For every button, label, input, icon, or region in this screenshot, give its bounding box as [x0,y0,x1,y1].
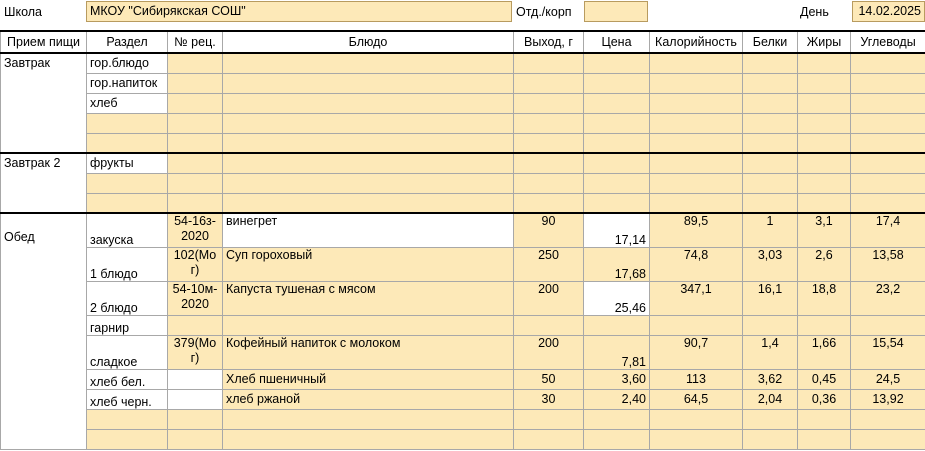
calories-cell[interactable] [650,113,743,133]
output-cell[interactable] [514,193,584,213]
protein-cell[interactable] [743,193,798,213]
section-cell[interactable] [87,429,168,449]
fat-cell[interactable] [798,173,851,193]
protein-cell[interactable] [743,113,798,133]
section-cell[interactable]: гор.напиток [87,73,168,93]
fat-cell[interactable] [798,93,851,113]
price-cell[interactable] [584,53,650,73]
section-cell[interactable] [87,133,168,153]
meal-breakfast: Завтрак [1,53,87,153]
dish-cell[interactable] [223,113,514,133]
dish-cell[interactable]: хлеб ржаной [223,389,514,409]
dish-cell[interactable] [223,315,514,335]
col-header-price: Цена [584,31,650,53]
recipe-cell[interactable] [168,93,223,113]
protein-cell[interactable] [743,173,798,193]
section-cell[interactable]: 2 блюдо [87,281,168,315]
carbs-cell[interactable]: 13,58 [851,247,925,281]
section-cell[interactable]: фрукты [87,153,168,173]
output-cell[interactable] [514,429,584,449]
protein-cell[interactable]: 1 [743,213,798,247]
output-cell[interactable]: 200 [514,335,584,369]
fat-cell[interactable] [798,315,851,335]
table-row [1,409,925,429]
col-header-dish: Блюдо [223,31,514,53]
output-cell[interactable]: 250 [514,247,584,281]
dish-cell[interactable]: Суп гороховый [223,247,514,281]
fat-cell[interactable]: 1,66 [798,335,851,369]
output-cell[interactable] [514,153,584,173]
output-cell[interactable] [514,93,584,113]
school-label: Школа [4,5,42,19]
recipe-cell[interactable] [168,113,223,133]
protein-cell[interactable] [743,133,798,153]
dish-cell[interactable] [223,429,514,449]
recipe-cell[interactable] [168,429,223,449]
fat-cell[interactable] [798,113,851,133]
section-cell[interactable]: хлеб черн. [87,389,168,409]
price-cell[interactable]: 3,60 [584,369,650,389]
protein-cell[interactable] [743,315,798,335]
carbs-cell[interactable] [851,409,925,429]
dish-cell[interactable]: Капуста тушеная с мясом [223,281,514,315]
recipe-cell[interactable] [168,389,223,409]
day-field[interactable]: 14.02.2025 [852,1,925,22]
table-row [1,429,925,449]
carbs-cell[interactable] [851,173,925,193]
output-cell[interactable] [514,53,584,73]
fat-cell[interactable] [798,73,851,93]
dish-cell[interactable] [223,409,514,429]
table-row [1,281,925,315]
calories-cell[interactable] [650,193,743,213]
protein-cell[interactable] [743,93,798,113]
recipe-cell[interactable] [168,133,223,153]
col-header-section: Раздел [87,31,168,53]
calories-cell[interactable] [650,173,743,193]
carbs-cell[interactable] [851,193,925,213]
dish-cell[interactable] [223,133,514,153]
table-row [1,335,925,369]
price-cell[interactable] [584,315,650,335]
table-row [1,93,925,113]
carbs-cell[interactable]: 17,4 [851,213,925,247]
protein-cell[interactable] [743,153,798,173]
section-cell[interactable] [87,193,168,213]
section-cell[interactable] [87,173,168,193]
recipe-cell[interactable]: 379(Мог) [168,335,223,369]
calories-cell[interactable]: 347,1 [650,281,743,315]
recipe-cell[interactable]: 54-16з-2020 [168,213,223,247]
recipe-cell[interactable]: 102(Мог) [168,247,223,281]
protein-cell[interactable]: 3,03 [743,247,798,281]
price-cell[interactable] [584,73,650,93]
recipe-cell[interactable] [168,369,223,389]
carbs-cell[interactable] [851,53,925,73]
carbs-cell[interactable]: 15,54 [851,335,925,369]
price-cell[interactable]: 17,68 [584,247,650,281]
fat-cell[interactable]: 2,6 [798,247,851,281]
output-cell[interactable]: 200 [514,281,584,315]
carbs-cell[interactable] [851,113,925,133]
output-cell[interactable] [514,173,584,193]
col-header-output: Выход, г [514,31,584,53]
price-cell[interactable] [584,173,650,193]
price-cell[interactable]: 2,40 [584,389,650,409]
dish-cell[interactable] [223,73,514,93]
calories-cell[interactable]: 90,7 [650,335,743,369]
price-cell[interactable]: 7,81 [584,335,650,369]
table-row [1,315,925,335]
table-row [1,113,925,133]
calories-cell[interactable] [650,409,743,429]
menu-table [0,30,925,450]
fat-cell[interactable]: 0,36 [798,389,851,409]
fat-cell[interactable]: 3,1 [798,213,851,247]
calories-cell[interactable] [650,429,743,449]
section-cell[interactable]: закуска [87,213,168,247]
section-cell[interactable]: гарнир [87,315,168,335]
fat-cell[interactable] [798,429,851,449]
carbs-cell[interactable] [851,93,925,113]
dish-cell[interactable]: Хлеб пшеничный [223,369,514,389]
recipe-cell[interactable] [168,409,223,429]
section-cell[interactable]: 1 блюдо [87,247,168,281]
recipe-cell[interactable] [168,153,223,173]
col-header-protein: Белки [743,31,798,53]
recipe-cell[interactable] [168,315,223,335]
table-row [1,133,925,153]
table-row [1,53,925,73]
col-header-carbs: Углеводы [851,31,925,53]
carbs-cell[interactable] [851,153,925,173]
col-header-meal: Прием пищи [1,31,87,53]
price-cell[interactable] [584,93,650,113]
output-cell[interactable] [514,409,584,429]
dept-label: Отд./корп [516,5,572,19]
protein-cell[interactable] [743,53,798,73]
col-header-fat: Жиры [798,31,851,53]
recipe-cell[interactable] [168,73,223,93]
section-cell[interactable]: хлеб [87,93,168,113]
recipe-cell[interactable]: 54-10м-2020 [168,281,223,315]
protein-cell[interactable] [743,429,798,449]
table-row [1,73,925,93]
table-header-row [1,31,925,53]
output-cell[interactable] [514,113,584,133]
section-cell[interactable]: хлеб бел. [87,369,168,389]
output-cell[interactable] [514,133,584,153]
recipe-cell[interactable] [168,53,223,73]
price-cell[interactable] [584,153,650,173]
calories-cell[interactable] [650,153,743,173]
calories-cell[interactable]: 113 [650,369,743,389]
carbs-cell[interactable] [851,429,925,449]
protein-cell[interactable]: 3,62 [743,369,798,389]
dish-cell[interactable]: винегрет [223,213,514,247]
calories-cell[interactable]: 74,8 [650,247,743,281]
dept-field[interactable] [584,1,648,22]
dish-cell[interactable] [223,193,514,213]
carbs-cell[interactable] [851,315,925,335]
protein-cell[interactable]: 2,04 [743,389,798,409]
price-cell[interactable] [584,409,650,429]
calories-cell[interactable] [650,53,743,73]
price-cell[interactable] [584,429,650,449]
section-cell[interactable]: гор.блюдо [87,53,168,73]
table-row [1,389,925,409]
calories-cell[interactable] [650,133,743,153]
calories-cell[interactable] [650,315,743,335]
col-header-recipe: № рец. [168,31,223,53]
meal-breakfast-2: Завтрак 2 [1,153,87,213]
output-cell[interactable]: 50 [514,369,584,389]
section-cell[interactable] [87,409,168,429]
table-row [1,247,925,281]
price-cell[interactable]: 25,46 [584,281,650,315]
table-row [1,369,925,389]
table-row [1,193,925,213]
price-cell[interactable] [584,113,650,133]
protein-cell[interactable] [743,73,798,93]
calories-cell[interactable]: 64,5 [650,389,743,409]
price-cell[interactable] [584,193,650,213]
school-name-field[interactable]: МКОУ "Сибирякская СОШ" [86,1,512,22]
carbs-cell[interactable]: 13,92 [851,389,925,409]
dish-cell[interactable] [223,53,514,73]
recipe-cell[interactable] [168,193,223,213]
carbs-cell[interactable]: 24,5 [851,369,925,389]
dish-cell[interactable]: Кофейный напиток с молоком [223,335,514,369]
carbs-cell[interactable] [851,73,925,93]
output-cell[interactable]: 30 [514,389,584,409]
fat-cell[interactable] [798,133,851,153]
protein-cell[interactable]: 1,4 [743,335,798,369]
price-cell[interactable]: 17,14 [584,213,650,247]
fat-cell[interactable]: 18,8 [798,281,851,315]
fat-cell[interactable] [798,53,851,73]
table-row [1,173,925,193]
fat-cell[interactable] [798,409,851,429]
recipe-cell[interactable] [168,173,223,193]
day-label: День [800,5,829,19]
calories-cell[interactable]: 89,5 [650,213,743,247]
table-row [1,213,925,247]
price-cell[interactable] [584,133,650,153]
section-cell[interactable]: сладкое [87,335,168,369]
meal-lunch: Обед [1,213,87,449]
section-cell[interactable] [87,113,168,133]
calories-cell[interactable] [650,73,743,93]
output-cell[interactable] [514,73,584,93]
sheet-header [0,0,925,24]
dish-cell[interactable] [223,153,514,173]
carbs-cell[interactable] [851,133,925,153]
output-cell[interactable]: 90 [514,213,584,247]
table-row [1,153,925,173]
output-cell[interactable] [514,315,584,335]
carbs-cell[interactable]: 23,2 [851,281,925,315]
protein-cell[interactable] [743,409,798,429]
dish-cell[interactable] [223,173,514,193]
col-header-calories: Калорийность [650,31,743,53]
fat-cell[interactable] [798,153,851,173]
calories-cell[interactable] [650,93,743,113]
fat-cell[interactable]: 0,45 [798,369,851,389]
protein-cell[interactable]: 16,1 [743,281,798,315]
fat-cell[interactable] [798,193,851,213]
dish-cell[interactable] [223,93,514,113]
